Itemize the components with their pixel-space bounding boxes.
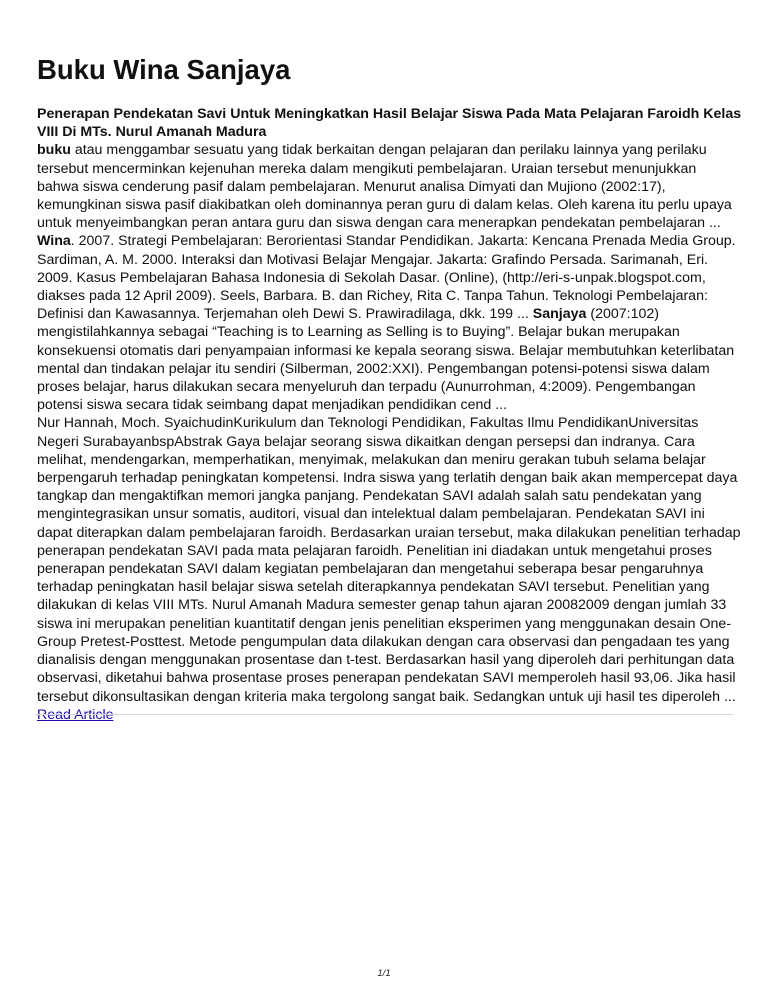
document-title: Buku Wina Sanjaya <box>37 54 291 85</box>
article-entry <box>37 105 742 724</box>
snippet-1-text-b: . 2007. Strategi Pembelajaran: Berorientasi Standar Pendidikan. Jakarta: Kencana Prenada Media Group. Sardiman, A. M. 2000. Interaksi dan Motivasi Belajar Mengajar. Jakarta: Grafindo Persada. Sarimanah, Eri. 2009. Kasus Pembelajaran Bahasa Indonesia di Sekolah Dasar. (Online), (http://eri-s-unpak.blogspot.com, diakses pada 12 April 2009). Seels, Barbara. B. dan Richey, Rita C. Tanpa Tahun. Teknologi Pembelajaran: Definisi dan Kawasannya. Terjemahan oleh Dewi S. Prawiradilaga, dkk. 199 ... <box>37 233 736 323</box>
entry-divider <box>35 714 733 715</box>
keyword-highlight-wina: Wina <box>37 233 71 250</box>
article-snippet-2: Nur Hannah, Moch. SyaichudinKurikulum dan Teknologi Pendidikan, Fakultas Ilmu PendidikanUniversitas Negeri SurabayanbspAbstrak Gaya belajar seorang siswa dikaitkan dengan persepsi dan indranya. Cara melihat, mendengarkan, memperhatikan, menyimak, melakukan dan meniru gerakan tubuh selama belajar berpengaruh terhadap peningkatan kompetensi. Indra siswa yang terlatih dengan baik akan mempercepat daya tangkap dan mengaktifkan memori jangka panjang. Pendekatan SAVI adalah salah satu pendekatan yang mengintegrasikan unsur somatis, auditori, visual dan intelektual dalam pembelajaran. Pendekatan SAVI ini dapat diterapkan dalam pembelajaran faroidh. Berdasarkan uraian tersebut, maka dilakukan penelitian terhadap penerapan pendekatan SAVI pada mata pelajaran faroidh. Penelitian ini diadakan untuk mengetahui proses penerapan pendekatan SAVI dalam kegiatan pembelajaran dan mengetahui seberapa besar pengaruhnya terhadap peningkatan hasil belajar siswa setelah diterapkannya pendekatan SAVI tersebut. Penelitian yang dilakukan di kelas VIII MTs. Nurul Amanah Madura semester genap tahun ajaran 20082009 dengan jumlah 33 siswa ini merupakan penelitian kuantitatif dengan jenis penelitian eksperimen yang menggunakan desain One-Group Pretest-Posttest. Metode pengumpulan data dilakukan dengan cara observasi dan pengadaan tes yang dianalisis dengan menggunakan prosentase dan t-test. Berdasarkan hasil yang diperoleh dari perhitungan data observasi, diketahui bahwa prosentase proses penerapan pendekatan SAVI memperoleh hasil 93,06. Jika hasil tersebut dikonsultasikan dengan kriteria maka tergolong sangat baik. Sedangkan untuk uji hasil tes diperoleh ... <box>37 415 741 705</box>
article-title: Penerapan Pendekatan Savi Untuk Meningkatkan Hasil Belajar Siswa Pada Mata Pelajaran Faroidh Kelas VIII Di MTs. Nurul Amanah Madura <box>37 106 742 141</box>
article-snippet-1 <box>37 141 742 414</box>
read-article-link[interactable]: Read Article <box>37 706 114 723</box>
keyword-highlight-sanjaya: Sanjaya <box>532 306 587 323</box>
page-number: 1/1 <box>377 968 391 979</box>
keyword-highlight-buku: buku <box>37 142 71 159</box>
snippet-1-text-c: (2007:102) mengistilahkannya sebagai “Teaching is to Learning as Selling is to Buying”. Belajar bukan merupakan konsekuensi otomatis dari penyampaian informasi ke kepala seorang siswa. Belajar membutuhkan keterlibatan mental dan tindakan pelajar itu sendiri (Silberman, 2002:XXI). Pengembangan potensi-potensi siswa dalam proses belajar, harus dilakukan secara menyeluruh dan terpadu (Aunurrohman, 4:2009). Pengembangan potensi siswa secara tidak seimbang dapat menjadikan pendidikan cend ... <box>37 306 735 414</box>
snippet-1-text-a: atau menggambar sesuatu yang tidak berkaitan dengan pelajaran dan perilaku lainnya yang perilaku tersebut mencerminkan kejenuhan mereka dalam mengikuti pembelajaran. Uraian tersebut menunjukkan bahwa siswa cenderung pasif dalam pembelajaran. Menurut analisa Dimyati dan Mujiono (2002:17), kemungkinan siswa pasif diakibatkan oleh dominannya peran guru di dalam kelas. Oleh karena itu perlu upaya untuk menyeimbangkan peran antara guru dan siswa dengan cara menerapkan pendekatan pembelajaran ... <box>37 142 732 232</box>
